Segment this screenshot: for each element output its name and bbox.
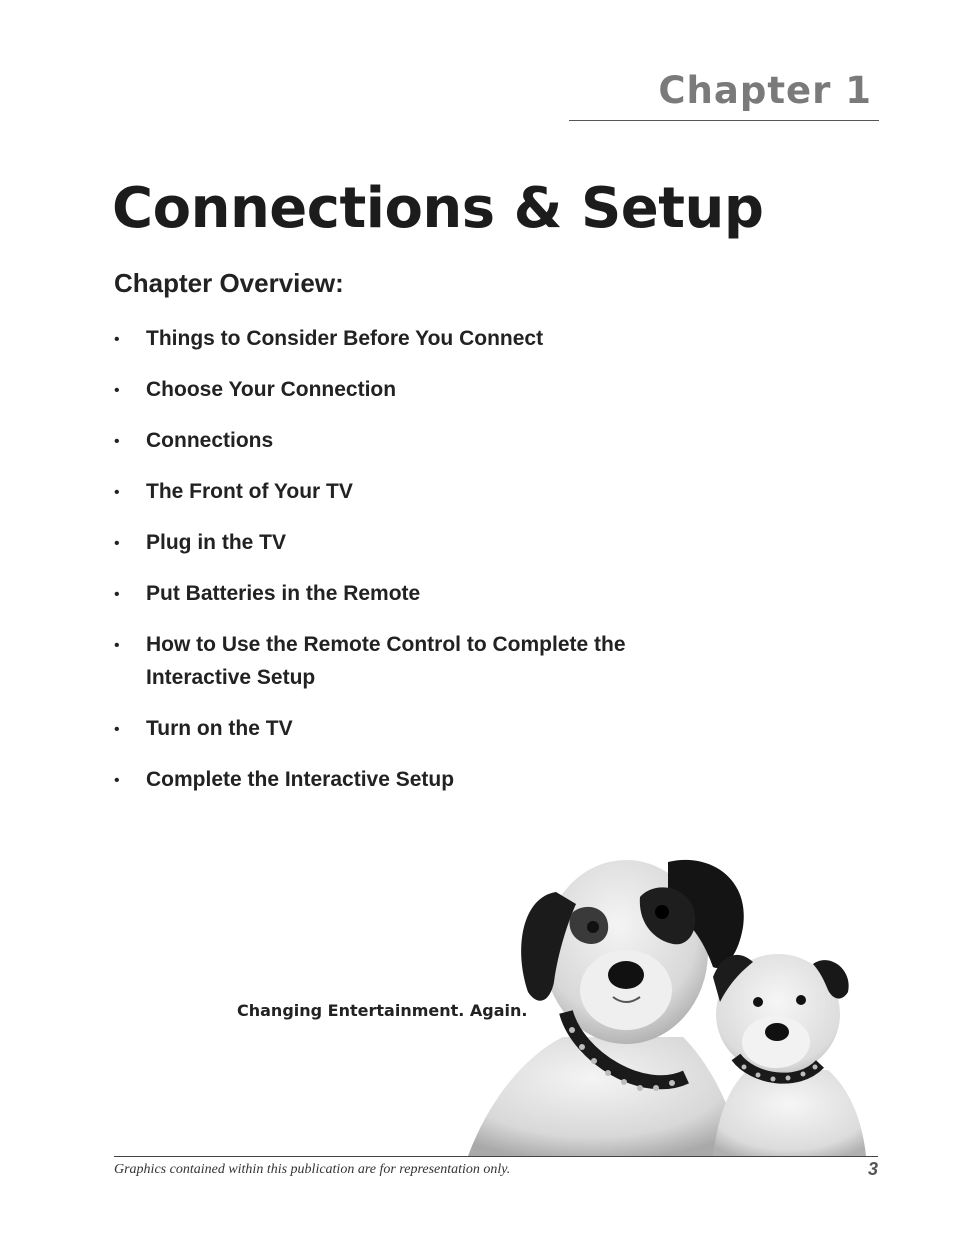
overview-item-text: Put Batteries in the Remote — [146, 582, 421, 605]
chapter-label: Chapter 1 — [658, 69, 872, 112]
overview-item — [114, 628, 666, 694]
brand-tagline: Changing Entertainment. Again. — [237, 1001, 528, 1020]
large-dog-nose — [608, 961, 644, 989]
bullet-icon: • — [114, 433, 120, 450]
chapter-divider — [569, 120, 879, 121]
page-number: 3 — [867, 1159, 878, 1179]
footer-divider — [114, 1156, 878, 1157]
overview-item — [114, 526, 714, 559]
bullet-icon: • — [114, 382, 120, 399]
overview-item-text: Things to Consider Before You Connect — [146, 327, 544, 350]
bullet-icon: • — [114, 535, 120, 552]
overview-item-text: Choose Your Connection — [146, 378, 397, 401]
footer-note: Graphics contained within this publication are for representation only. — [114, 1162, 511, 1177]
overview-item-text: Plug in the TV — [146, 531, 286, 554]
overview-item-text: Complete the Interactive Setup — [146, 768, 455, 791]
overview-item-text: The Front of Your TV — [146, 480, 353, 503]
overview-item — [114, 712, 714, 745]
overview-list — [114, 322, 714, 814]
bullet-icon: • — [114, 637, 120, 654]
bullet-icon: • — [114, 331, 120, 348]
overview-item — [114, 763, 714, 796]
overview-heading: Chapter Overview: — [114, 268, 344, 298]
bullet-icon: • — [114, 772, 120, 789]
dogs-photo — [468, 852, 868, 1156]
small-dog-nose — [765, 1023, 789, 1041]
overview-item-text: Connections — [146, 429, 274, 452]
overview-item — [114, 475, 714, 508]
overview-item — [114, 373, 714, 406]
bullet-icon: • — [114, 586, 120, 603]
overview-item-text: How to Use the Remote Control to Complete the Interactive Setup — [146, 633, 626, 689]
page-title: Connections & Setup — [112, 176, 764, 241]
overview-item — [114, 322, 714, 355]
overview-item — [114, 577, 714, 610]
bullet-icon: • — [114, 721, 120, 738]
overview-item — [114, 424, 714, 457]
overview-item-text: Turn on the TV — [146, 717, 293, 740]
bullet-icon: • — [114, 484, 120, 501]
